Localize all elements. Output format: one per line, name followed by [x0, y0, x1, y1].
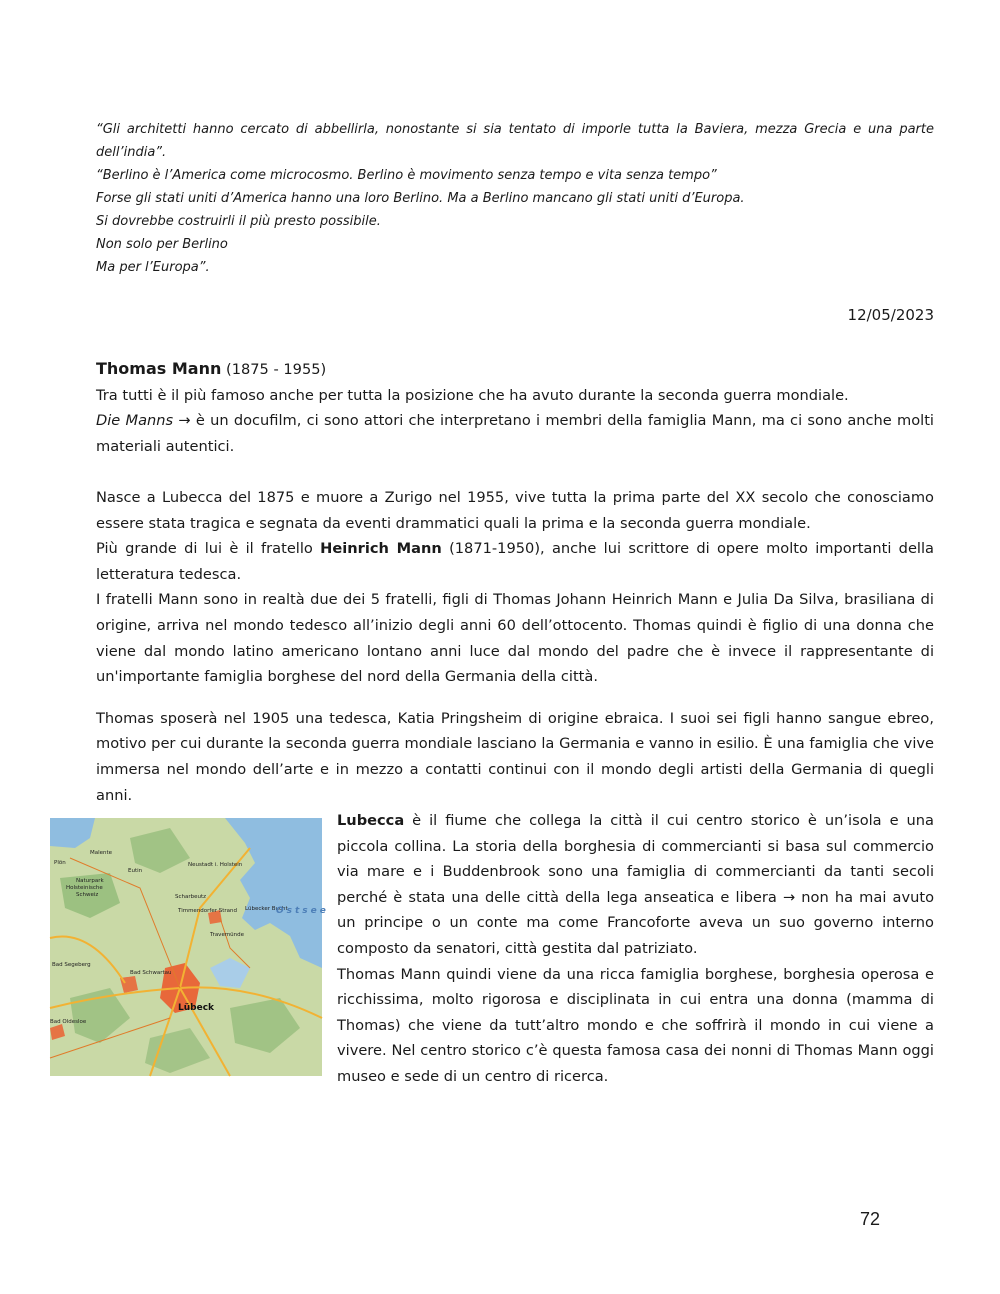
intro-paragraph: Tra tutti è il più famoso anche per tutta la posizione che ha avuto durante la seconda guerra mondiale.	[96, 386, 849, 404]
thomas-mann-section	[96, 356, 934, 808]
map-label-lubecker-bucht: Lübecker Bucht	[245, 906, 288, 912]
birth-paragraph: Nasce a Lubecca del 1875 e muore a Zurigo nel 1955, vive tutta la prima parte del XX secolo che conosciamo essere stata tragica e segnata da eventi drammatici quali la prima e la seconda guerra mondiale.	[96, 488, 934, 532]
page-number: 72	[860, 1209, 881, 1229]
map-label-travemunde: Travemünde	[210, 932, 245, 938]
docufilm-text: → è un docufilm, ci sono attori che interpretano i membri della famiglia Mann, ma ci sono anche molti materiali autentici.	[96, 412, 934, 455]
section-heading	[96, 356, 934, 383]
section-title-years: (1875 - 1955)	[221, 361, 327, 378]
map-label-scharbeutz: Scharbeutz	[175, 894, 207, 900]
quote-line-5: Non solo per Berlino	[96, 237, 228, 252]
quote-line-4: Si dovrebbe costruirli il più presto possibile.	[96, 214, 381, 229]
map-label-plon: Plön	[54, 860, 66, 866]
quote-block	[96, 118, 934, 279]
map-label-holsteinische: Holsteinische	[66, 885, 103, 891]
map-label-bad-segeberg: Bad Segeberg	[52, 962, 91, 968]
lubecca-paragraph-2: Thomas Mann quindi viene da una ricca famiglia borghese, borghesia operosa e ricchissima, molto rigorosa e disciplinata in cui entra una donna (mamma di Thomas) che viene da tutt’altro mondo e che soffrirà il mondo in cui viene a vivere. Nel centro storico c’è questa famosa casa dei nonni di Thomas Mann oggi museo e sede di un centro di ricerca.	[337, 965, 934, 1085]
family-paragraph: I fratelli Mann sono in realtà due dei 5 fratelli, figli di Thomas Johann Heinrich Mann e Julia Da Silva, brasiliana di origine, arriva nel mondo tedesco all’inizio degli anni 60 dell’ottocento. Thomas quindi è figlio di una donna che viene dal mondo latino americano lontano anni luce dal mondo del padre che è invece il rappresentante di un'importante famiglia borghese del nord della Germania della città.	[96, 591, 934, 686]
section-title: Thomas Mann	[96, 359, 222, 378]
lubeck-map-image	[50, 818, 329, 1076]
lubecca-paragraph-1	[337, 808, 934, 962]
quote-line-3: Forse gli stati uniti d’America hanno una loro Berlino. Ma a Berlino mancano gli stati uniti d’Europa.	[96, 191, 745, 206]
map-label-eutin: Eutin	[128, 868, 143, 874]
lubecca-section	[337, 808, 934, 1090]
map-label-timmendorfer: Timmendorfer Strand	[178, 908, 238, 914]
quote-line-1: “Gli architetti hanno cercato di abbellirla, nonostante si sia tentato di imporle tutta la Baviera, mezza Grecia e una parte dell’india”.	[96, 122, 934, 160]
docufilm-paragraph	[96, 408, 934, 459]
lecture-date: 12/05/2023	[847, 306, 934, 324]
brother-paragraph	[96, 536, 934, 587]
brother-text-b: (1871-1950), anche lui scrittore di opere molto importanti della letteratura tedesca.	[96, 540, 934, 583]
map-label-lubeck: Lübeck	[178, 1003, 215, 1013]
map-label-ostsee: Ostsee	[276, 906, 329, 916]
map-illustration	[50, 818, 329, 1076]
brother-name: Heinrich Mann	[320, 540, 442, 558]
lubecca-name: Lubecca	[337, 812, 405, 829]
quote-line-2: “Berlino è l’America come microcosmo. Berlino è movimento senza tempo e vita senza tempo”	[96, 168, 717, 183]
quote-line-6: Ma per l’Europa”.	[96, 260, 210, 275]
wife-paragraph: Thomas sposerà nel 1905 una tedesca, Katia Pringsheim di origine ebraica. I suoi sei figli hanno sangue ebreo, motivo per cui durante la seconda guerra mondiale lasciano la Germania e vanno in esilio. È una famiglia che vive immersa nel mondo dell’arte e in mezzo a contatti continui con il mondo degli artisti della Germania di quegli anni.	[96, 709, 934, 804]
map-label-malente: Malente	[90, 850, 113, 856]
docufilm-title: Die Manns	[96, 412, 174, 430]
map-label-bad-oldesloe: Bad Oldesloe	[50, 1019, 87, 1025]
map-label-schweiz: Schweiz	[76, 892, 99, 898]
lubecca-text-1: è il fiume che collega la città il cui centro storico è un’isola e una piccola collina. La storia della borghesia di commercianti si basa sul commercio via mare e i Buddenbrook sono una famiglia di commercianti da tanti secoli perché è stata una delle città della lega anseatica e libera → non ha mai avuto un principe o un conte ma come Francoforte aveva un suo governo interno composto da senatori, città gestita dal patriziato.	[337, 812, 934, 957]
map-label-bad-schwartau: Bad Schwartau	[130, 970, 172, 976]
map-label-neustadt: Neustadt i. Holstein	[188, 862, 243, 868]
map-label-naturpark: Naturpark	[76, 878, 104, 884]
brother-text-a: Più grande di lui è il fratello	[96, 540, 321, 558]
